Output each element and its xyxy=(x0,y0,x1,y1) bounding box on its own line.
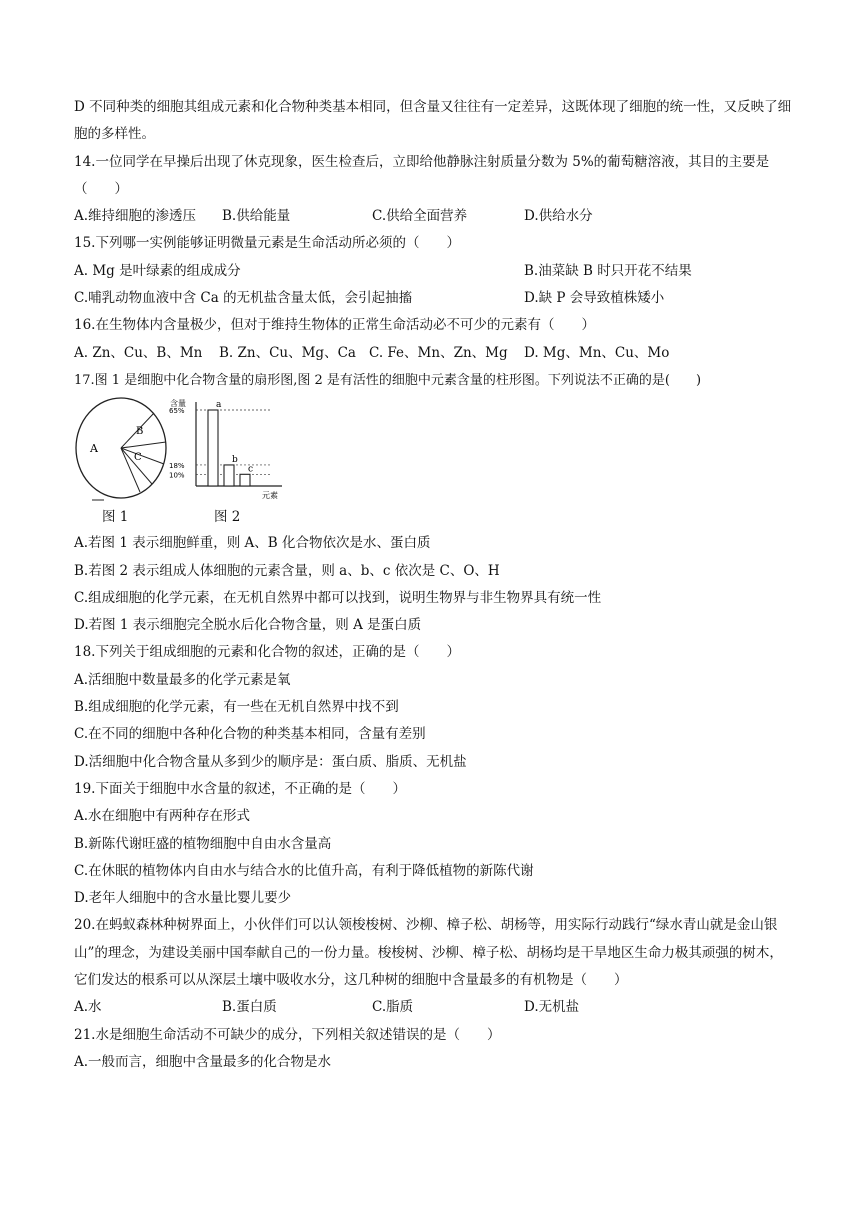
q18-option-c: C.在不同的细胞中各种化合物的种类基本相同，含量有差别 xyxy=(74,726,426,743)
bar-chart xyxy=(169,398,282,500)
q18-option-a: A.活细胞中数量最多的化学元素是氧 xyxy=(74,671,291,688)
bar-y-label: 含量 xyxy=(170,399,186,409)
q17-option-b: B.若图 2 表示组成人体细胞的元素含量，则 a、b、c 依次是 C、O、H xyxy=(74,562,500,579)
question-17-figures xyxy=(74,396,794,504)
bar-label-a: a xyxy=(216,400,222,411)
q19-option-b: B.新陈代谢旺盛的植物细胞中自由水含量高 xyxy=(74,835,332,852)
bar-label-b: b xyxy=(232,455,238,466)
bar-tick-label: 10% xyxy=(169,471,185,480)
question-15-row-1 xyxy=(74,258,794,285)
bar-c xyxy=(240,475,250,487)
fig2-caption: 图 2 xyxy=(214,509,241,526)
q20-option-a: A.水 xyxy=(74,999,102,1016)
question-17-stem: 17.图 1 是细胞中化合物含量的扇形图,图 2 是有活性的细胞中元素含量的柱形图。下列说法不正确的是( ) xyxy=(74,372,702,388)
q14-option-c: C.供给全面营养 xyxy=(372,208,468,225)
question-16-stem: 16.在生物体内含量极少，但对于维持生物体的正常生命活动必不可少的元素有（ ） xyxy=(74,317,595,334)
pie-divider-2 xyxy=(121,442,166,448)
q18-option-b: B.组成细胞的化学元素，有一些在无机自然界中找不到 xyxy=(74,699,399,716)
pie-chart xyxy=(76,398,166,500)
q15-option-c: C.哺乳动物血液中含 Ca 的无机盐含量太低，会引起抽搐 xyxy=(74,290,413,307)
q21-option-a: A.一般而言，细胞中含量最多的化合物是水 xyxy=(74,1053,332,1070)
q14-option-a: A.维持细胞的渗透压 xyxy=(74,208,197,225)
figures-svg xyxy=(74,396,294,504)
q14-option-b: B.供给能量 xyxy=(222,208,291,225)
question-14-options xyxy=(74,203,794,230)
pie-label-b: B xyxy=(136,426,144,438)
question-14-stem: 14.一位同学在早操后出现了休克现象，医生检查后，立即给他静脉注射质量分数为 5%的葡萄糖溶液，其目的主要是（ ） xyxy=(74,153,770,197)
q18-option-d: D.活细胞中化合物含量从多到少的顺序是：蛋白质、脂质、无机盐 xyxy=(74,753,467,770)
exam-page xyxy=(74,94,794,1076)
bar-tick-label: 65% xyxy=(169,407,185,416)
bar-label-c: c xyxy=(248,464,254,475)
question-20-stem: 20.在蚂蚁森林种树界面上，小伙伴们可以认领梭梭树、沙柳、樟子松、胡杨等，用实际行动践行“绿水青山就是金山银山”的理念，为建设美丽中国奉献自己的一份力量。梭梭树、沙柳、樟子松、胡杨均是干旱地区生命力极其顽强的树木，它们发达的根系可以从深层土壤中吸收水分，这几种树的细胞中含量最多的有机物是（ ） xyxy=(74,917,783,989)
bar-a xyxy=(208,410,218,486)
q19-option-a: A.水在细胞中有两种存在形式 xyxy=(74,808,251,825)
q15-option-a: A. Mg 是叶绿素的组成成分 xyxy=(74,262,241,279)
q14-option-d: D.供给水分 xyxy=(524,208,593,225)
question-15-stem: 15.下列哪一实例能够证明微量元素是生命活动所必须的（ ） xyxy=(74,235,460,252)
q16-option-b: B. Zn、Cu、Mg、Ca xyxy=(219,344,356,361)
bar-tick-label: 18% xyxy=(169,462,185,471)
q19-option-d: D.老年人细胞中的含水量比婴儿要少 xyxy=(74,890,292,907)
q17-option-c: C.组成细胞的化学元素，在无机自然界中都可以找到，说明生物界与非生物界具有统一性 xyxy=(74,589,602,606)
q15-option-d: D.缺 P 会导致植株矮小 xyxy=(524,290,665,307)
question-18-stem: 18.下列关于组成细胞的元素和化合物的叙述，正确的是（ ） xyxy=(74,644,460,661)
question-16-options xyxy=(74,340,794,367)
q17-option-a: A.若图 1 表示细胞鲜重，则 A、B 化合物依次是水、蛋白质 xyxy=(74,535,431,552)
q19-option-c: C.在休眠的植物体内自由水与结合水的比值升高，有利于降低植物的新陈代谢 xyxy=(74,862,534,879)
question-21-stem: 21.水是细胞生命活动不可缺少的成分，下列相关叙述错误的是（ ） xyxy=(74,1026,501,1043)
q17-option-d: D.若图 1 表示细胞完全脱水后化合物含量，则 A 是蛋白质 xyxy=(74,617,422,634)
q16-option-d: D. Mg、Mn、Cu、Mo xyxy=(524,344,670,361)
pie-label-c: C xyxy=(134,452,142,464)
q20-option-d: D.无机盐 xyxy=(524,999,580,1016)
bar-b xyxy=(224,465,234,486)
question-20-options xyxy=(74,994,794,1021)
q15-option-b: B.油菜缺 B 时只开花不结果 xyxy=(524,262,692,279)
question-15-row-2 xyxy=(74,285,794,312)
q20-option-b: B.蛋白质 xyxy=(222,999,277,1016)
fig1-caption: 图 1 xyxy=(102,509,129,526)
q16-option-a: A. Zn、Cu、B、Mn xyxy=(74,344,203,361)
question-13-option-d: D 不同种类的细胞其组成元素和化合物种类基本相同，但含量又往往有一定差异，这既体现了细胞的统一性，又反映了细胞的多样性。 xyxy=(74,99,792,143)
pie-label-a: A xyxy=(90,442,98,456)
q16-option-c: C. Fe、Mn、Zn、Mg xyxy=(369,344,508,361)
bar-x-label: 元素 xyxy=(262,491,278,501)
figure-captions xyxy=(74,504,794,530)
q20-option-c: C.脂质 xyxy=(372,999,414,1016)
question-19-stem: 19.下面关于细胞中水含量的叙述，不正确的是（ ） xyxy=(74,780,406,797)
